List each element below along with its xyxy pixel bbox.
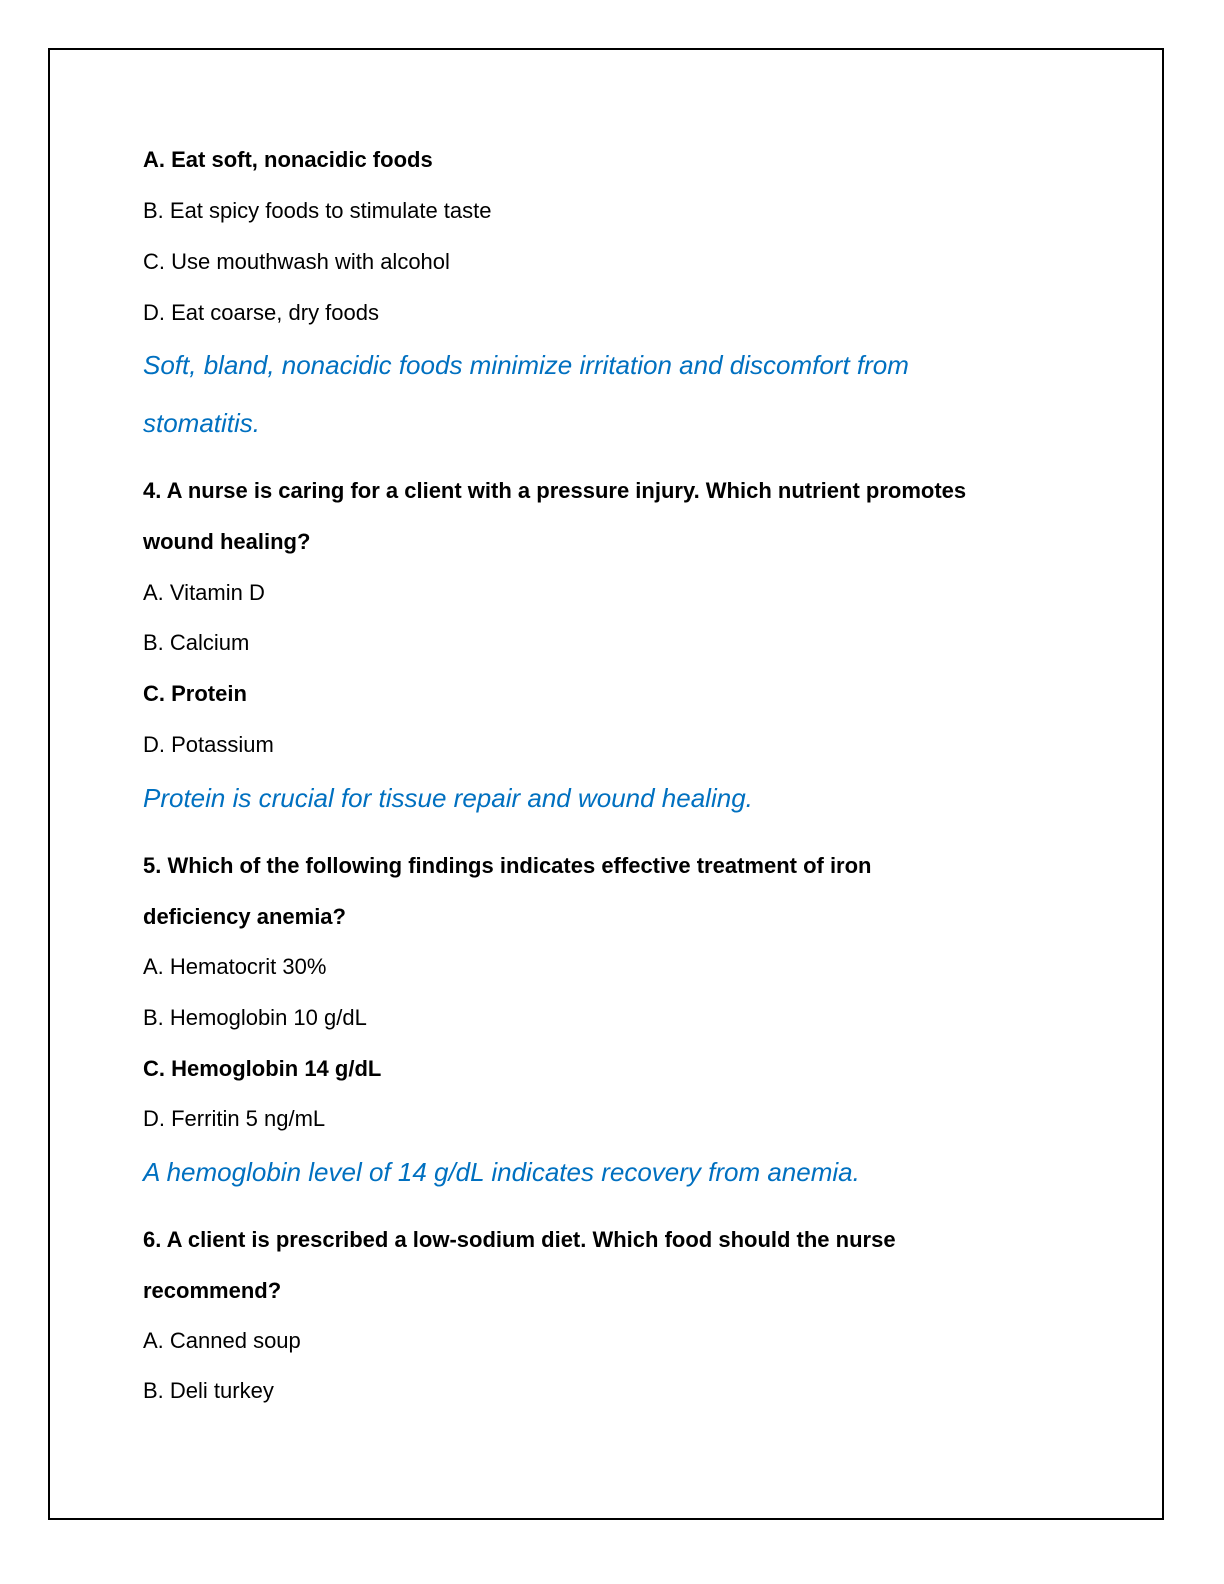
q6-option-b: B. Deli turkey [143,1378,274,1403]
q5-question-line2: deficiency anemia? [143,904,346,929]
q4-option-c-correct: C. Protein [143,681,247,706]
q4-option-a: A. Vitamin D [143,580,265,605]
q4-question-line1: 4. A nurse is caring for a client with a pressure injury. Which nutrient promotes [143,478,967,503]
q3-explanation-line2: stomatitis. [143,408,261,438]
q4-question-line2: wound healing? [143,529,311,554]
q3-option-b: B. Eat spicy foods to stimulate taste [143,198,492,223]
q4-option-b: B. Calcium [143,630,250,655]
q5-option-b: B. Hemoglobin 10 g/dL [143,1005,367,1030]
q3-option-c: C. Use mouthwash with alcohol [143,249,450,274]
q4-option-d: D. Potassium [143,732,274,757]
q3-explanation-line1: Soft, bland, nonacidic foods minimize irritation and discomfort from [143,350,909,380]
q3-option-d: D. Eat coarse, dry foods [143,300,379,325]
q5-option-c-correct: C. Hemoglobin 14 g/dL [143,1056,382,1081]
q5-explanation: A hemoglobin level of 14 g/dL indicates recovery from anemia. [143,1157,860,1187]
q5-question-line1: 5. Which of the following findings indicates effective treatment of iron [143,853,872,878]
q6-question-line2: recommend? [143,1278,282,1303]
q6-question-line1: 6. A client is prescribed a low-sodium diet. Which food should the nurse [143,1227,896,1252]
q5-option-d: D. Ferritin 5 ng/mL [143,1106,326,1131]
q4-explanation: Protein is crucial for tissue repair and wound healing. [143,783,753,813]
q3-option-a-correct: A. Eat soft, nonacidic foods [143,147,433,172]
q6-option-a: A. Canned soup [143,1328,301,1353]
q5-option-a: A. Hematocrit 30% [143,954,327,979]
